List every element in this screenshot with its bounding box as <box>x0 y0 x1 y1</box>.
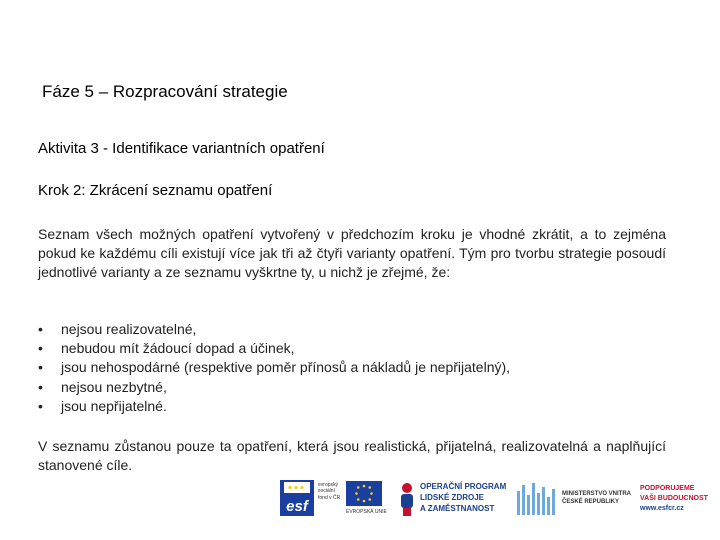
list-item: • nejsou nezbytné, <box>38 378 167 395</box>
ministry-caption: MINISTERSTVO VNITRA ČESKÉ REPUBLIKY <box>562 491 632 505</box>
op-logo <box>398 478 518 520</box>
eu-flag-icon <box>346 481 382 506</box>
ministry-logo <box>516 478 634 520</box>
activity-heading: Aktivita 3 - Identifikace variantních opatření <box>38 140 325 157</box>
ministry-bars-icon <box>516 481 556 517</box>
step-heading: Krok 2: Zkrácení seznamu opatření <box>38 182 273 199</box>
list-item: • nebudou mít žádoucí dopad a účinek, <box>38 340 295 357</box>
support-future-caption: PODPORUJEME VAŠI BUDOUCNOST www.esfcr.cz <box>640 485 708 512</box>
eu-caption: EVROPSKÁ UNIE <box>346 509 387 515</box>
op-people-icon <box>398 482 416 516</box>
footer-logos <box>280 478 714 520</box>
op-caption: OPERAČNÍ PROGRAM LIDSKÉ ZDROJE A ZAMĚSTNANOST <box>420 482 507 513</box>
slide-title: Fáze 5 – Rozpracování strategie <box>42 82 288 101</box>
intro-paragraph: Seznam všech možných opatření vytvořený v předchozím kroku je vhodné zkrátit, a to zejména pokud ke každému cíli existují více jak tři až čtyři varianty opatření. Tým pro tvorbu strategie posoudí jednotlivé varianty a ze seznamu vyškrtne ty, u nichž je zřejmé, že: <box>38 226 666 280</box>
conclusion-paragraph: V seznamu zůstanou pouze ta opatření, která jsou realistická, přijatelná, realizovatelná a naplňující stanovené cíle. <box>38 438 666 473</box>
criteria-list <box>38 320 510 416</box>
esf-mark <box>280 480 314 516</box>
eu-logo <box>346 478 386 520</box>
list-item: • jsou nepřijatelné. <box>38 397 167 414</box>
list-item: • jsou nehospodárné (respektive poměr přínosů a nákladů je nepřijatelný), <box>38 359 511 376</box>
esf-caption: evropský sociální fond v ČR <box>318 482 341 501</box>
esf-mark-text: esf <box>286 498 308 515</box>
list-item: • nejsou realizovatelné, <box>38 321 197 337</box>
support-future-logo <box>640 478 714 520</box>
